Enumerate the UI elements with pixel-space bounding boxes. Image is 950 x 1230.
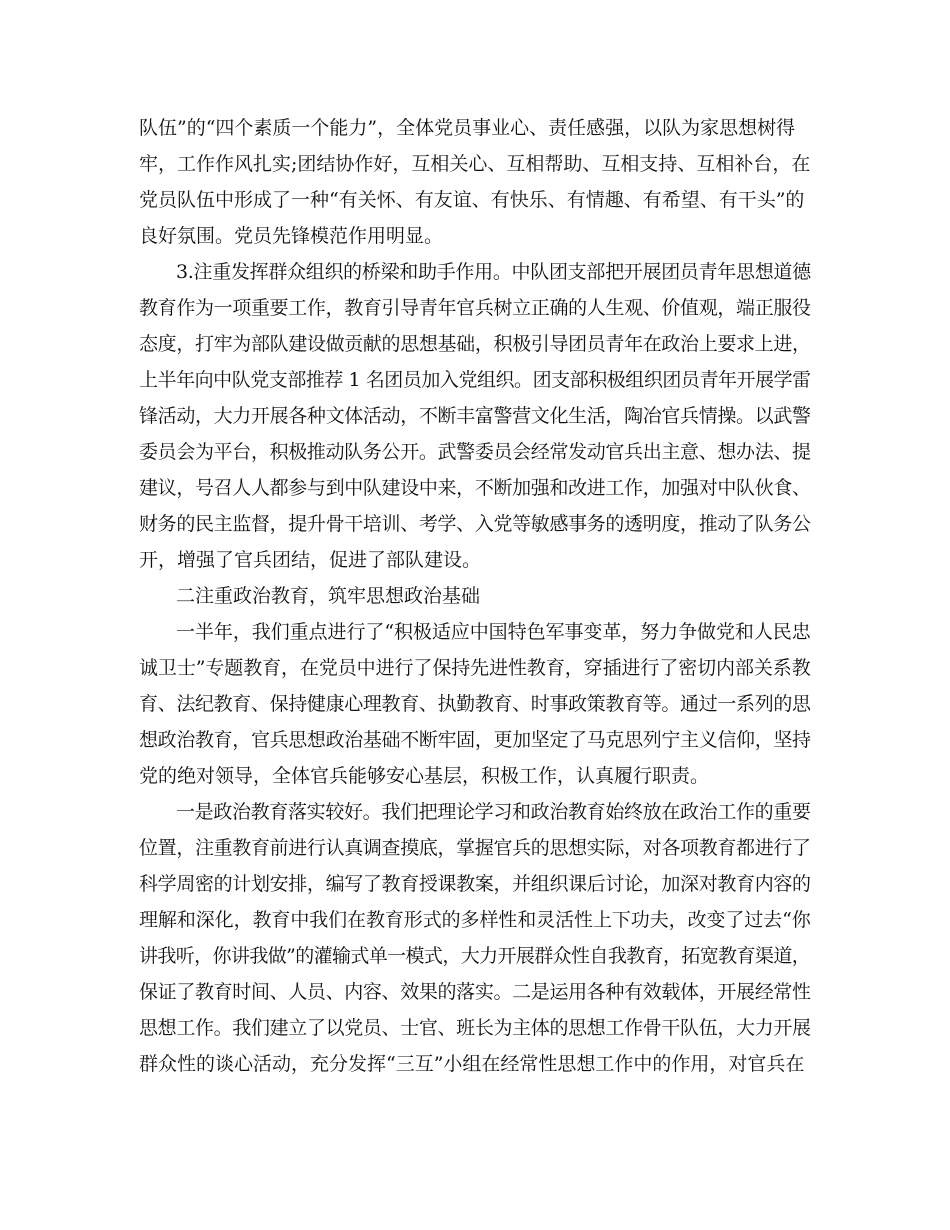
paragraph-2-line-3: 态度，打牢为部队建设做贡献的思想基础，积极引导团员青年在政治上要求上进， — [139, 333, 811, 355]
paragraph-4-line-3: 科学周密的计划安排，编写了教育授课教案，并组织课后讨论，加深对教育内容的 — [139, 873, 811, 895]
section-heading: 二注重政治教育，筑牢思想政治基础 — [176, 585, 481, 607]
paragraph-4-line-8: 群众性的谈心活动，充分发挥“三互”小组在经常性思想工作中的作用，对官兵在 — [139, 1053, 805, 1075]
paragraph-1-line-3: 党员队伍中形成了一种“有关怀、有友谊、有快乐、有情趣、有希望、有干头”的 — [139, 189, 805, 211]
paragraph-2-line-4: 上半年向中队党支部推荐 1 名团员加入党组织。团支部积极组织团员青年开展学雷 — [139, 369, 811, 391]
paragraph-1-line-4: 良好氛围。党员先锋模范作用明显。 — [139, 225, 444, 247]
paragraph-1-line-1: 队伍”的“四个素质一个能力”，全体党员事业心、责任感强，以队为家思想树得 — [139, 117, 796, 139]
paragraph-3-line-3: 育、法纪教育、保持健康心理教育、执勤教育、时事政策教育等。通过一系列的思 — [139, 693, 811, 715]
paragraph-2-line-8: 财务的民主监督，提升骨干培训、考学、入党等敏感事务的透明度，推动了队务公 — [139, 513, 811, 535]
paragraph-4-line-4: 理解和深化，教育中我们在教育形式的多样性和灵活性上下功夫，改变了过去“你 — [139, 909, 811, 931]
paragraph-4-line-7: 思想工作。我们建立了以党员、士官、班长为主体的思想工作骨干队伍，大力开展 — [139, 1017, 811, 1039]
paragraph-4-line-6: 保证了教育时间、人员、内容、效果的落实。二是运用各种有效载体，开展经常性 — [139, 981, 811, 1003]
paragraph-2-line-6: 委员会为平台，积极推动队务公开。武警委员会经常发动官兵出主意、想办法、提 — [139, 441, 811, 463]
paragraph-2-line-7: 建议，号召人人都参与到中队建设中来，不断加强和改进工作，加强对中队伙食、 — [139, 477, 811, 499]
paragraph-4-line-1: 一是政治教育落实较好。我们把理论学习和政治教育始终放在政治工作的重要 — [176, 801, 811, 823]
paragraph-2-line-2: 教育作为一项重要工作，教育引导青年官兵树立正确的人生观、价值观，端正服役 — [139, 297, 811, 319]
paragraph-1-line-2: 牢，工作作风扎实;团结协作好，互相关心、互相帮助、互相支持、互相补台，在 — [139, 153, 811, 175]
paragraph-3-line-2: 诚卫士”专题教育，在党员中进行了保持先进性教育，穿插进行了密切内部关系教 — [139, 657, 811, 679]
paragraph-3-line-5: 党的绝对领导，全体官兵能够安心基层，积极工作，认真履行职责。 — [139, 765, 710, 787]
paragraph-3-line-4: 想政治教育，官兵思想政治基础不断牢固，更加坚定了马克思列宁主义信仰，坚持 — [139, 729, 811, 751]
paragraph-4-line-2: 位置，注重教育前进行认真调查摸底，掌握官兵的思想实际，对各项教育都进行了 — [139, 837, 811, 859]
paragraph-4-line-5: 讲我听，你讲我做”的灌输式单一模式，大力开展群众性自我教育，拓宽教育渠道， — [139, 945, 811, 967]
paragraph-2-line-9: 开，增强了官兵团结，促进了部队建设。 — [139, 549, 482, 571]
paragraph-2-line-1: 3.注重发挥群众组织的桥梁和助手作用。中队团支部把开展团员青年思想道德 — [176, 261, 811, 283]
paragraph-3-line-1: 一半年，我们重点进行了“积极适应中国特色军事变革，努力争做党和人民忠 — [176, 621, 811, 643]
paragraph-2-line-5: 锋活动，大力开展各种文体活动，不断丰富警营文化生活，陶冶官兵情操。以武警 — [139, 405, 811, 427]
